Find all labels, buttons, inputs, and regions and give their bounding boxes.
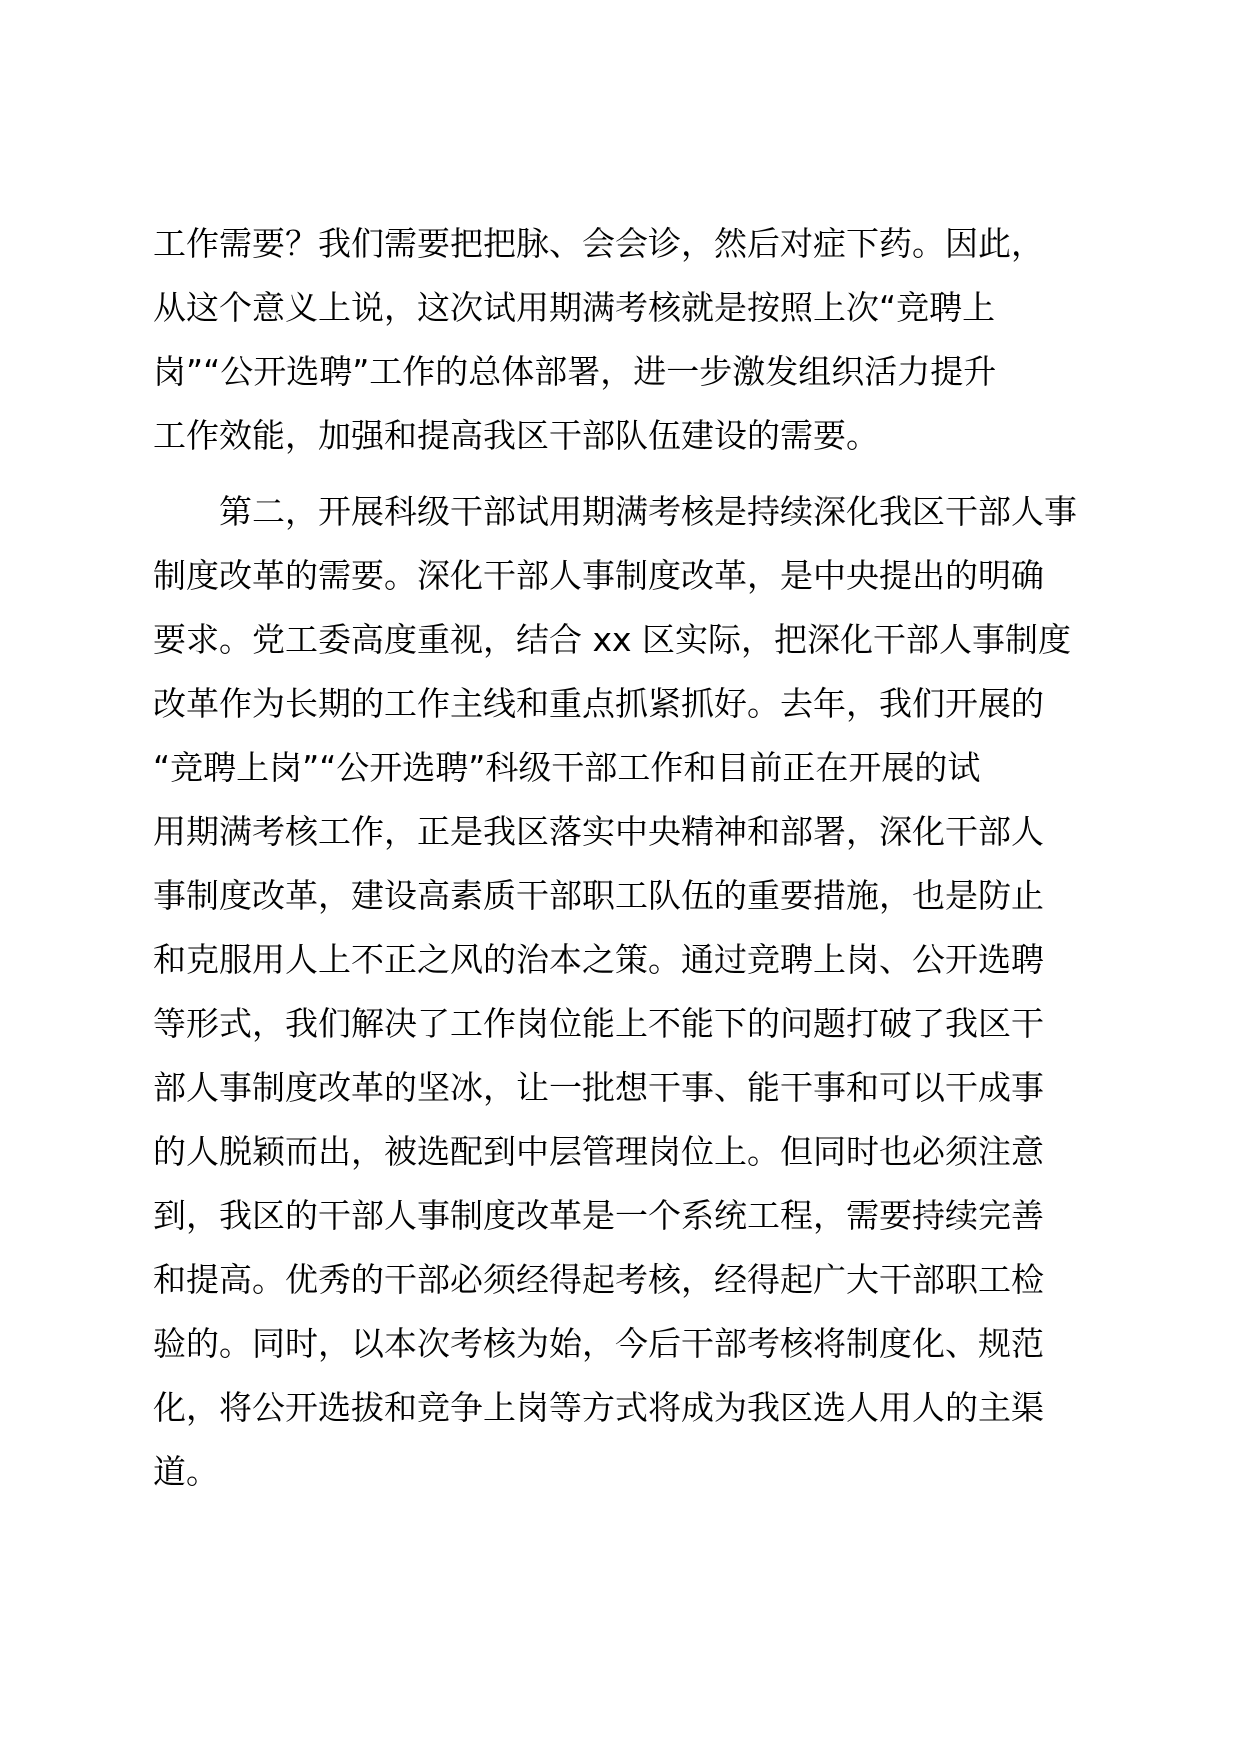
text-line: 用期满考核工作，正是我区落实中央精神和部署，深化干部人	[153, 812, 1044, 851]
text-line: 和克服用人上不正之风的治本之策。通过竞聘上岗、公开选聘	[153, 940, 1044, 979]
text-line: 岗”“公开选聘”工作的总体部署，进一步激发组织活力提升	[153, 352, 997, 391]
text-line: 道。	[153, 1452, 219, 1491]
text-line: 到，我区的干部人事制度改革是一个系统工程，需要持续完善	[153, 1196, 1044, 1235]
text-line: 化，将公开选拔和竞争上岗等方式将成为我区选人用人的主渠	[153, 1388, 1044, 1427]
text-line: 工作需要？我们需要把把脉、会会诊，然后对症下药。因此，	[153, 224, 1044, 263]
text-line: 第二，开展科级干部试用期满考核是持续深化我区干部人事	[153, 492, 1077, 531]
text-line: 制度改革的需要。深化干部人事制度改革，是中央提出的明确	[153, 556, 1044, 595]
text-line: “竞聘上岗”“公开选聘”科级干部工作和目前正在开展的试	[153, 748, 981, 787]
text-line: 和提高。优秀的干部必须经得起考核，经得起广大干部职工检	[153, 1260, 1044, 1299]
paragraph-2	[153, 480, 1093, 1504]
paragraph-gap	[153, 468, 1093, 480]
paragraph-1	[153, 212, 1093, 468]
text-line: 等形式，我们解决了工作岗位能上不能下的问题打破了我区干	[153, 1004, 1044, 1043]
text-line: 事制度改革，建设高素质干部职工队伍的重要措施，也是防止	[153, 876, 1044, 915]
text-line: 从这个意义上说，这次试用期满考核就是按照上次“竞聘上	[153, 288, 996, 327]
text-line: 工作效能，加强和提高我区干部队伍建设的需要。	[153, 416, 879, 455]
text-line: 验的。同时，以本次考核为始，今后干部考核将制度化、规范	[153, 1324, 1044, 1363]
text-line: 部人事制度改革的坚冰，让一批想干事、能干事和可以干成事	[153, 1068, 1044, 1107]
text-line: 改革作为长期的工作主线和重点抓紧抓好。去年，我们开展的	[153, 684, 1044, 723]
text-line: 的人脱颖而出，被选配到中层管理岗位上。但同时也必须注意	[153, 1132, 1044, 1171]
document-body	[153, 212, 1093, 1504]
text-line: 要求。党工委高度重视，结合 xx 区实际，把深化干部人事制度	[153, 620, 1072, 659]
